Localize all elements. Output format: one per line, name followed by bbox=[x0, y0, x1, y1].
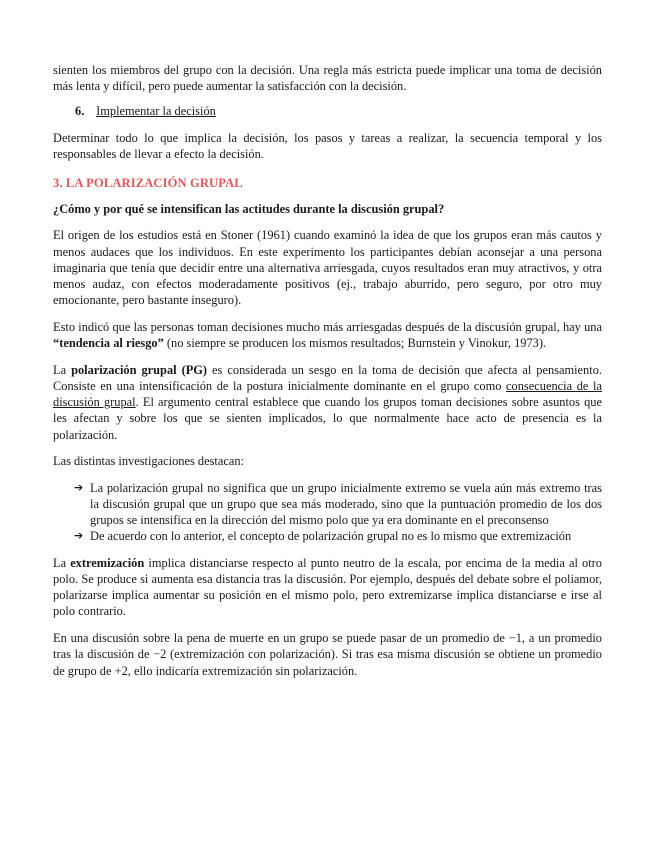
pg-text-after: . El argumento central establece que cuando los grupos toman decisiones sobre asuntos que les afectan y sobre los que se sienten implicados, lo que normalmente hace acto de presencia es la polarización. bbox=[53, 395, 602, 442]
list-item bbox=[74, 528, 602, 544]
item-title: Implementar la decisión bbox=[96, 104, 216, 119]
risk-text-before: Esto indicó que las personas toman decisiones mucho más arriesgadas después de la discusión grupal, hay una bbox=[53, 319, 602, 334]
subsection-title: ¿Cómo y por qué se intensifican las actitudes durante la discusión grupal? bbox=[53, 201, 445, 216]
list-item-text: La polarización grupal no significa que un grupo inicialmente extremo se vuela aún más extremo tras la discusión grupal que un grupo que sea más moderado, sino que la puntuación promedio de los dos grupos se intensifica en la dirección del mismo polo que ya era dominante en el preconsenso bbox=[90, 480, 602, 527]
risk-text-bold: “tendencia al riesgo” bbox=[53, 336, 164, 351]
implement-paragraph: Determinar todo lo que implica la decisión, los pasos y tareas a realizar, la secuencia temporal y los responsables de llevar a efecto la decisión. bbox=[53, 131, 602, 162]
arrow-right-icon: ➔ bbox=[74, 529, 84, 543]
arrow-right-icon: ➔ bbox=[74, 480, 84, 494]
extremization-text-before: La bbox=[53, 555, 71, 570]
pg-text-bold: polarización grupal (PG) bbox=[71, 362, 208, 377]
risk-paragraph bbox=[53, 319, 602, 351]
list-item-text: De acuerdo con lo anterior, el concepto de polarización grupal no es lo mismo que extremización bbox=[90, 529, 572, 544]
list-item bbox=[74, 480, 602, 529]
section-title: 3. LA POLARIZACIÓN GRUPAL bbox=[53, 175, 243, 190]
example-paragraph: En una discusión sobre la pena de muerte en un grupo se puede pasar de un promedio de −1, a un promedio tras la discusión de −2 (extremización con polarización). Si tras esa misma discusión se obtiene un promedio de grupo de +2, ello indicaría extremización sin polarización. bbox=[53, 631, 602, 678]
pg-paragraph bbox=[53, 362, 602, 443]
extremization-paragraph bbox=[53, 555, 602, 620]
item-number: 6. bbox=[75, 104, 85, 119]
extremization-text-after: implica distanciarse respecto al punto neutro de la escala, por encima de la media al otro polo. Se produce si aumenta esa distancia tras la discusión. Por ejemplo, después del debate sobre el poliamor, polarizarse implica aumentar su posición en el mismo polo, pero extremizarse implica distanciarse e irse al polo contrario. bbox=[53, 555, 602, 619]
intro-paragraph: sienten los miembros del grupo con la decisión. Una regla más estricta puede implicar una toma de decisión más lenta y difícil, pero puede aumentar la satisfacción con la decisión. bbox=[53, 63, 602, 94]
pg-text-underlined: consecuencia de la discusión grupal bbox=[53, 379, 602, 410]
origin-paragraph: El origen de los estudios está en Stoner (1961) cuando examinó la idea de que los grupos eran más cautos y menos audaces que los individuos. En este experimento los participantes debían aconsejar a una persona imaginaria que tenía que decidir entre una alternativa arriesgada, cuyos resultados eran muy atractivos, y otra menos audaz, con efectos moderadamente positivos (ej., trabajo aburrido, pero seguro, por otro muy emocionante, pero bastante inseguro). bbox=[53, 228, 602, 308]
bullet-list bbox=[53, 480, 602, 545]
pg-text-middle: es considerada un sesgo en la toma de decisión que afecta al pensamiento. Consiste en una intensificación de la postura inicialmente dominante en el grupo como bbox=[53, 362, 602, 394]
research-intro: Las distintas investigaciones destacan: bbox=[53, 454, 244, 469]
pg-text-before: La bbox=[53, 362, 72, 377]
numbered-item bbox=[53, 103, 602, 119]
risk-text-after: (no siempre se producen los mismos resultados; Burnstein y Vinokur, 1973). bbox=[163, 336, 547, 351]
extremization-text-bold: extremización bbox=[70, 555, 145, 570]
